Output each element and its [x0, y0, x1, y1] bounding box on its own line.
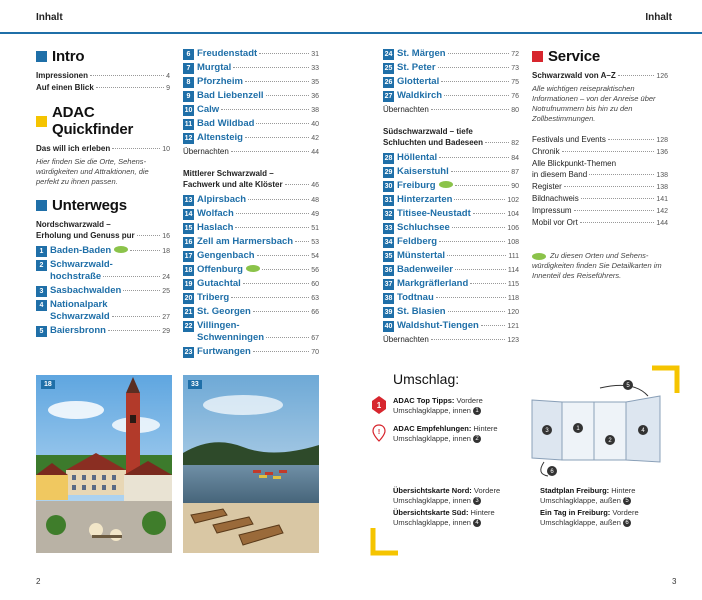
place-entry[interactable]	[383, 236, 519, 249]
place-name: Sasbachwalden	[50, 285, 122, 296]
place-entry[interactable]	[183, 222, 319, 235]
place-name: Haslach	[197, 222, 234, 233]
place-entry[interactable]	[383, 306, 519, 319]
place-number-badge: 28	[383, 153, 394, 164]
place-name: Freiburg	[397, 180, 436, 191]
intro-title: Intro	[52, 48, 85, 65]
place-number-badge: 4	[36, 300, 47, 311]
place-entry[interactable]	[383, 48, 519, 61]
umschlag-title: Umschlag:	[393, 371, 460, 387]
quickfinder-heading	[36, 104, 170, 138]
fold-label: 6	[550, 469, 554, 475]
town-photo-illustration	[36, 375, 172, 553]
umschlag-karte-sued: Übersichtskarte Süd: Hintere Umschlagklappe, innen 4	[393, 508, 495, 527]
toc-entry[interactable]: Impressionen 4	[36, 71, 170, 80]
place-entry[interactable]	[183, 278, 319, 291]
page-ref: 31	[311, 51, 319, 58]
place-list	[183, 48, 319, 145]
toc-entry[interactable]: Mobil vor Ort 144	[532, 218, 668, 227]
place-number-badge: 18	[183, 265, 194, 276]
toc-entry[interactable]: Bildnachweis 141	[532, 194, 668, 203]
toc-entry[interactable]: Übernachten 123	[383, 335, 519, 344]
place-number-badge: 40	[383, 321, 394, 332]
page-ref: 54	[311, 253, 319, 260]
place-entry[interactable]	[183, 194, 319, 207]
place-name: Bad Liebenzell	[197, 90, 264, 101]
page-ref: 36	[311, 93, 319, 100]
place-number-badge: 36	[383, 265, 394, 276]
place-name: hochstraße	[50, 271, 102, 282]
yellow-corner-mark-top	[652, 365, 680, 393]
region-heading: Mittlerer Schwarzwald –	[183, 169, 274, 178]
place-name: Murgtal	[197, 62, 232, 73]
place-entry[interactable]	[183, 292, 319, 305]
place-name: Triberg	[197, 292, 230, 303]
intro-list	[36, 70, 170, 94]
page-ref: 120	[507, 309, 519, 316]
svg-text:1: 1	[376, 401, 382, 410]
place-name: Nationalpark	[50, 299, 108, 310]
place-entry[interactable]	[383, 166, 519, 179]
toc-entry[interactable]: Das will ich erleben 10	[36, 144, 170, 153]
place-name: St. Märgen	[397, 48, 446, 59]
place-number-badge: 32	[383, 209, 394, 220]
place-entry[interactable]	[183, 236, 319, 249]
lake-photo-illustration	[183, 375, 319, 553]
header-rule	[0, 32, 702, 34]
intro-square-icon	[36, 51, 47, 62]
place-name: Feldberg	[397, 236, 438, 247]
place-number-badge: 10	[183, 105, 194, 116]
place-entry[interactable]	[383, 278, 519, 291]
region-entry[interactable]: Fachwerk und alte Klöster 46	[183, 180, 319, 189]
place-name: Villingen-	[197, 320, 240, 331]
quickfinder-description: Hier finden Sie die Orte, Sehenswürdigkeiten und Attraktionen, die perfekt zu ihnen passen.	[36, 157, 149, 186]
place-entry[interactable]	[383, 292, 519, 305]
fold-label: 5	[626, 383, 630, 389]
page-ref: 56	[311, 267, 319, 274]
toc-entry[interactable]: Festivals und Events 128	[532, 135, 668, 144]
page-ref: 40	[311, 121, 319, 128]
place-name: Wolfach	[197, 208, 234, 219]
place-entry[interactable]	[183, 250, 319, 263]
place-entry[interactable]	[183, 264, 319, 277]
place-name: Markgräflerland	[397, 278, 469, 289]
place-name: Offenburg	[197, 264, 243, 275]
place-number-badge: 30	[383, 181, 394, 192]
place-name: Schwarzwald	[50, 311, 110, 322]
place-number-badge: 5	[36, 326, 47, 337]
place-number-badge: 37	[383, 279, 394, 290]
umschlag-stadtplan: Stadtplan Freiburg: Hintere Umschlagklappe, außen 5	[540, 486, 636, 505]
service-heading	[532, 48, 668, 65]
place-number-badge: 3	[36, 286, 47, 297]
place-entry[interactable]	[183, 320, 319, 345]
page-ref: 42	[311, 135, 319, 142]
fold-label: 4	[641, 428, 645, 434]
place-name: Schwarzwald-	[50, 259, 113, 270]
service-list	[532, 134, 668, 229]
place-name: Titisee-Neustadt	[397, 208, 471, 219]
place-name: St. Georgen	[197, 306, 251, 317]
service-description: Alle wichtigen reisepraktischen Informationen – von der Anreise über Notrufnummern bis hin zu den Zollbestimmungen.	[532, 84, 656, 123]
place-number-badge: 7	[183, 63, 194, 74]
place-name: Freudenstadt	[197, 48, 258, 59]
place-name: Calw	[197, 104, 220, 115]
place-number-badge: 16	[183, 237, 194, 248]
quickfinder-title: ADAC Quickfinder	[52, 104, 134, 138]
place-entry[interactable]	[36, 259, 170, 284]
place-entry[interactable]	[183, 76, 319, 89]
page-ref: 24	[162, 274, 170, 281]
page-ref: 121	[507, 323, 519, 330]
svg-text:!: !	[377, 429, 381, 436]
page-ref: 115	[507, 281, 519, 288]
page-ref: 75	[511, 79, 519, 86]
page-ref: 102	[507, 197, 519, 204]
page-ref: 72	[511, 51, 519, 58]
page-ref: 60	[311, 281, 319, 288]
place-entry[interactable]	[36, 285, 170, 298]
toc-column-3	[383, 48, 519, 346]
page-ref: 106	[507, 225, 519, 232]
place-number-badge: 11	[183, 119, 194, 130]
toc-column-1	[36, 48, 170, 339]
page-ref: 35	[311, 79, 319, 86]
detail-map-icon	[532, 253, 546, 260]
toc-entry[interactable]: Auf einen Blick 9	[36, 83, 170, 92]
page-number-left: 2	[36, 577, 41, 586]
place-number-badge: 20	[183, 293, 194, 304]
page-ref: 87	[511, 169, 519, 176]
page-ref: 25	[162, 288, 170, 295]
place-name: Badenweiler	[397, 264, 453, 275]
place-entry[interactable]	[383, 320, 519, 333]
place-entry[interactable]	[383, 250, 519, 263]
place-number-badge: 12	[183, 133, 194, 144]
running-header-right: Inhalt	[645, 12, 672, 23]
place-number-badge: 21	[183, 307, 194, 318]
place-number-badge: 1	[36, 246, 47, 257]
page-ref: 33	[311, 65, 319, 72]
toc-entry[interactable]: Register 138	[532, 182, 668, 191]
detail-map-icon	[114, 246, 128, 253]
place-entry[interactable]	[383, 90, 519, 103]
place-number-badge: 13	[183, 195, 194, 206]
top-tipp-icon	[372, 396, 386, 414]
fold-label: 3	[545, 428, 549, 434]
place-number-badge: 9	[183, 91, 194, 102]
place-entry[interactable]	[383, 180, 519, 193]
cover-fold-diagram	[522, 378, 672, 478]
place-entry[interactable]	[183, 346, 319, 359]
place-number-badge: 26	[383, 77, 394, 88]
place-name: Schwenningen	[197, 332, 265, 343]
place-entry[interactable]	[383, 208, 519, 221]
region-heading: Südschwarzwald – tiefe	[383, 127, 473, 136]
place-name: Bad Wildbad	[197, 118, 255, 129]
page-ref: 111	[508, 253, 519, 260]
page-ref: 76	[511, 93, 519, 100]
place-name: Höllental	[397, 152, 438, 163]
place-number-badge: 33	[383, 223, 394, 234]
page-ref: 27	[162, 314, 170, 321]
page-ref: 90	[511, 183, 519, 190]
place-name: St. Peter	[397, 62, 436, 73]
service-title: Service	[548, 48, 600, 65]
page-ref: 38	[311, 107, 319, 114]
place-number-badge: 23	[183, 347, 194, 358]
place-entry[interactable]	[183, 208, 319, 221]
place-number-badge: 31	[383, 195, 394, 206]
photo-place-number: 18	[41, 380, 55, 389]
photo-place-number: 33	[188, 380, 202, 389]
place-number-badge: 39	[383, 307, 394, 318]
place-entry[interactable]	[36, 325, 170, 338]
toc-entry[interactable]: Schwarzwald von A–Z 126	[532, 71, 668, 80]
quickfinder-square-icon	[36, 116, 47, 127]
fold-label: 1	[576, 426, 580, 432]
place-list	[383, 48, 519, 103]
service-square-icon	[532, 51, 543, 62]
page-ref: 118	[507, 295, 519, 302]
photo-offenburg	[36, 375, 172, 553]
place-name: Baden-Baden	[50, 245, 112, 256]
place-number-badge: 25	[383, 63, 394, 74]
place-number-badge: 24	[383, 49, 394, 60]
place-entry[interactable]	[383, 152, 519, 165]
place-name: Zell am Harmersbach	[197, 236, 294, 247]
place-number-badge: 14	[183, 209, 194, 220]
page-ref: 104	[507, 211, 519, 218]
place-number-badge: 17	[183, 251, 194, 262]
page-ref: 66	[311, 309, 319, 316]
page-ref: 18	[162, 248, 170, 255]
page-ref: 67	[311, 335, 319, 342]
place-number-badge: 34	[383, 237, 394, 248]
umschlag-karte-nord: Übersichtskarte Nord: Vordere Umschlagklappe, innen 3	[393, 486, 501, 505]
place-entry[interactable]	[183, 118, 319, 131]
place-number-badge: 2	[36, 260, 47, 271]
umschlag-top-tipps: ADAC Top Tipps: Vordere Umschlagklappe, innen 1	[393, 396, 483, 415]
page-ref: 114	[507, 267, 519, 274]
page-ref: 70	[311, 349, 319, 356]
place-name: Gengenbach	[197, 250, 255, 261]
place-number-badge: 6	[183, 49, 194, 60]
unterwegs-square-icon	[36, 200, 47, 211]
page-ref: 84	[511, 155, 519, 162]
place-name: Todtnau	[397, 292, 434, 303]
place-list	[383, 152, 519, 333]
toc-entry[interactable]: in diesem Band 138	[532, 170, 668, 179]
toc-entry[interactable]: Chronik 136	[532, 147, 668, 156]
place-name: Schluchsee	[397, 222, 450, 233]
fold-label: 2	[608, 438, 612, 444]
page-number-right: 3	[672, 577, 677, 586]
place-list	[36, 245, 170, 338]
page-ref: 63	[311, 295, 319, 302]
place-name: Münstertal	[397, 250, 446, 261]
page-ref: 73	[511, 65, 519, 72]
toc-entry[interactable]: Übernachten 80	[383, 105, 519, 114]
region-entry[interactable]: Schluchten und Badeseen 82	[383, 138, 519, 147]
yellow-corner-mark-bottom	[370, 528, 398, 556]
detail-map-note: Zu diesen Orten und Sehenswürdigkeiten finden Sie Detailkarten im Innenteil des Reiseführers.	[532, 251, 662, 280]
page-ref: 49	[311, 211, 319, 218]
place-name: Kaiserstuhl	[397, 166, 449, 177]
place-number-badge: 15	[183, 223, 194, 234]
region-entry[interactable]: Erholung und Genuss pur 16	[36, 231, 170, 240]
place-entry[interactable]	[383, 264, 519, 277]
unterwegs-heading	[36, 197, 170, 214]
place-number-badge: 27	[383, 91, 394, 102]
place-name: St. Blasien	[397, 306, 446, 317]
umschlag-ein-tag: Ein Tag in Freiburg: Vordere Umschlagklappe, außen 6	[540, 508, 639, 527]
unterwegs-title: Unterwegs	[52, 197, 127, 214]
place-name: Furtwangen	[197, 346, 251, 357]
place-number-badge: 29	[383, 167, 394, 178]
place-entry[interactable]	[36, 299, 170, 324]
detail-map-icon	[246, 265, 260, 272]
toc-entry[interactable]: Alle Blickpunkt-Themen	[532, 159, 617, 168]
toc-entry[interactable]: Impressum 142	[532, 206, 668, 215]
page-ref: 51	[311, 225, 319, 232]
place-name: Altensteig	[197, 132, 243, 143]
place-entry[interactable]	[383, 76, 519, 89]
place-number-badge: 35	[383, 251, 394, 262]
place-number-badge: 19	[183, 279, 194, 290]
page-ref: 53	[311, 239, 319, 246]
page-ref: 108	[507, 239, 519, 246]
place-entry[interactable]	[383, 194, 519, 207]
photo-schluchsee	[183, 375, 319, 553]
page-ref: 48	[311, 197, 319, 204]
place-entry[interactable]	[383, 62, 519, 75]
place-name: Waldkirch	[397, 90, 443, 101]
place-name: Glottertal	[397, 76, 440, 87]
place-name: Waldshut-Tiengen	[397, 320, 479, 331]
toc-column-2	[183, 48, 319, 360]
place-entry[interactable]	[36, 245, 170, 258]
place-number-badge: 38	[383, 293, 394, 304]
place-entry[interactable]	[183, 90, 319, 103]
place-entry[interactable]	[183, 48, 319, 61]
toc-column-4	[532, 48, 668, 281]
place-list	[183, 194, 319, 359]
place-entry[interactable]	[183, 306, 319, 319]
detail-map-icon	[439, 181, 453, 188]
place-entry[interactable]	[183, 132, 319, 145]
region-heading: Nordschwarzwald –	[36, 220, 111, 229]
place-name: Pforzheim	[197, 76, 243, 87]
place-name: Hinterzarten	[397, 194, 453, 205]
recommendation-icon	[372, 424, 386, 442]
place-entry[interactable]	[183, 104, 319, 117]
place-name: Baiersbronn	[50, 325, 106, 336]
place-entry[interactable]	[383, 222, 519, 235]
place-entry[interactable]	[183, 62, 319, 75]
umschlag-empfehlungen: ADAC Empfehlungen: Hintere Umschlagklappe, innen 2	[393, 424, 498, 443]
place-name: Gutachtal	[197, 278, 241, 289]
toc-entry[interactable]: Übernachten 44	[183, 147, 319, 156]
running-header-left: Inhalt	[36, 12, 63, 23]
place-number-badge: 22	[183, 321, 194, 332]
page-ref: 29	[162, 328, 170, 335]
intro-heading	[36, 48, 170, 65]
place-name: Alpirsbach	[197, 194, 247, 205]
place-number-badge: 8	[183, 77, 194, 88]
